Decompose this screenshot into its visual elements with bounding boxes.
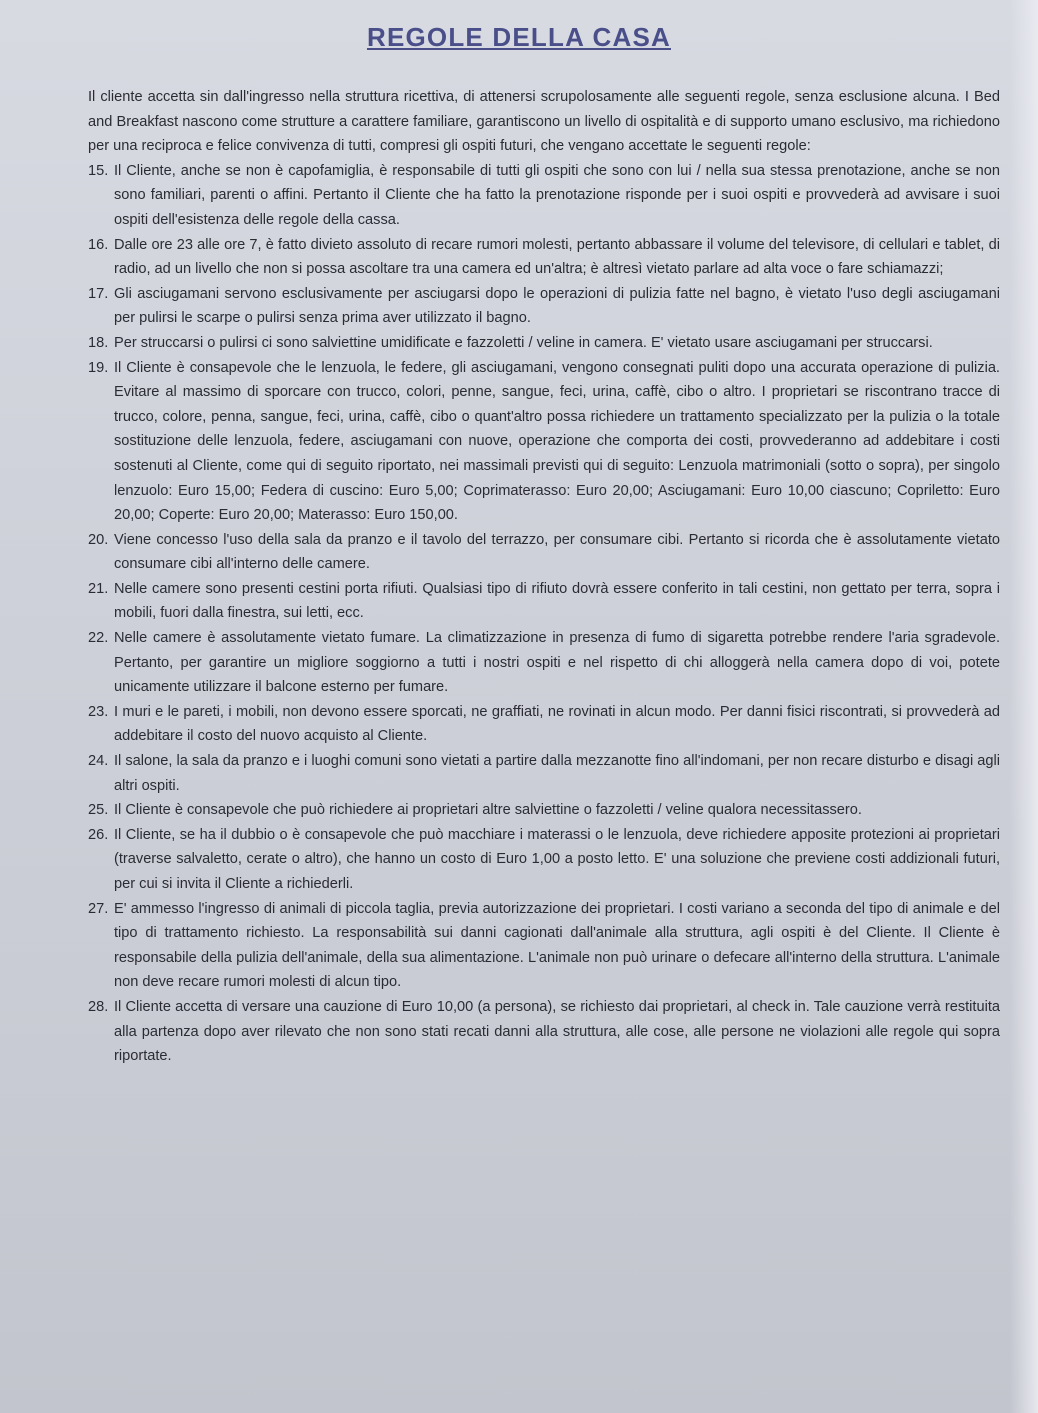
rules-list (88, 159, 1000, 1069)
rule-item (88, 995, 1000, 1069)
rule-number: 25. (88, 802, 109, 819)
rule-item (88, 577, 1000, 626)
rule-text: Il Cliente, anche se non è capofamiglia, è responsabile di tutti gli ospiti che sono con lui / nella sua stessa prenotazione, anche se non sono familiari, parenti o affini. Pertanto il Cliente che ha fatto la prenotazione risponde per i suoi ospiti e provvederà ad avvisare i suoi ospiti dell'esistenza delle regole della cassa. (114, 162, 1000, 228)
rule-text: I muri e le pareti, i mobili, non devono essere sporcati, ne graffiati, ne rovinati in alcun modo. Per danni fisici riscontrati, si provvederà ad addebitare il costo del nuovo acquisto al Cliente. (114, 703, 1000, 745)
rule-number: 26. (88, 826, 109, 843)
rule-text: Nelle camere è assolutamente vietato fumare. La climatizzazione in presenza di fumo di sigaretta potrebbe rendere l'aria sgradevole. Pertanto, per garantire un migliore soggiorno a tutti i nostri ospiti e nel rispetto di chi alloggerà nella camera dopo di voi, potete unicamente utilizzare il balcone esterno per fumare. (114, 630, 1000, 696)
rule-number: 22. (88, 630, 109, 647)
rule-text: Il Cliente è consapevole che le lenzuola, le federe, gli asciugamani, vengono consegnati puliti dopo una accurata operazione di pulizia. Evitare al massimo di sporcare con trucco, colori, penne, sangue, feci, urina, caffè, cibo o altro. I proprietari se riscontrano tracce di trucco, colore, penna, sangue, feci, urina, caffè, cibo o quant'altro possa richiedere un trattamento specializzato per la pulizia o la totale sostituzione delle lenzuola, federe, asciugamani con nuove, operazione che comporta dei costi, provvederanno ad addebitare i costi sostenuti al Cliente, come qui di seguito riportato, nei massimali previsti qui di seguito: Lenzuola matrimoniali (sotto o sopra), per singolo lenzuolo: Euro 15,00; Federa di cuscino: Euro 5,00; Coprimaterasso: Euro 20,00; Asciugamani: Euro 10,00 ciascuno; Copriletto: Euro 20,00; Coperte: Euro 20,00; Materasso: Euro 150,00. (114, 359, 1000, 524)
rule-item (88, 356, 1000, 528)
rule-number: 27. (88, 900, 109, 917)
rule-text: E' ammesso l'ingresso di animali di piccola taglia, previa autorizzazione dei proprietari. I costi variano a seconda del tipo di animale e del tipo di trattamento richiesto. La responsabilità sui danni cagionati dall'animale alla struttura, agli ospiti è del Cliente. Il Cliente è responsabile della pulizia dell'animale, della sua alimentazione. L'animale non può urinare o defecare all'interno della struttura. L'animale non deve recare rumori molesti di alcun tipo. (114, 900, 1000, 991)
document-title: REGOLE DELLA CASA (366, 22, 671, 52)
rule-text: Viene concesso l'uso della sala da pranzo e il tavolo del terrazzo, per consumare cibi. Pertanto si ricorda che è assolutamente vietato consumare cibi all'interno delle camere. (114, 531, 1000, 573)
rule-item (88, 700, 1000, 749)
rule-item (88, 749, 1000, 798)
rule-number: 23. (88, 703, 109, 720)
intro-paragraph: Il cliente accetta sin dall'ingresso nella struttura ricettiva, di attenersi scrupolosamente alle seguenti regole, senza esclusione alcuna. I Bed and Breakfast nascono come strutture a carattere familiare, garantiscono un livello di ospitalità e di supporto umano esclusivo, ma richiedono per una reciproca e felice convivenza di tutti, compresi gli ospiti futuri, che vengano accettate le seguenti regole: (88, 89, 1000, 155)
page-edge (1010, 0, 1038, 1413)
rule-number: 16. (88, 236, 109, 253)
rule-number: 21. (88, 580, 109, 597)
rule-text: Gli asciugamani servono esclusivamente per asciugarsi dopo le operazioni di pulizia fatte nel bagno, è vietato l'uso degli asciugamani per pulirsi le scarpe o pulirsi senza prima aver utilizzato il bagno. (114, 285, 1000, 327)
rule-item (88, 626, 1000, 700)
rule-number: 28. (88, 998, 109, 1015)
rule-number: 17. (88, 285, 109, 302)
rule-text: Dalle ore 23 alle ore 7, è fatto divieto assoluto di recare rumori molesti, pertanto abbassare il volume del televisore, di cellulari e tablet, di radio, ad un livello che non si possa ascoltare tra una camera ed un'altra; è altresì vietato parlare ad alta voce o fare schiamazzi; (114, 236, 1000, 278)
document-body (88, 85, 1000, 1069)
rule-text: Il Cliente accetta di versare una cauzione di Euro 10,00 (a persona), se richiesto dai proprietari, al check in. Tale cauzione verrà restituita alla partenza dopo aver rilevato che non sono stati recati danni alla struttura, alle cose, alle persone ne violazioni alle regole qui sopra riportate. (114, 998, 1000, 1065)
rule-item (88, 798, 1000, 823)
rule-number: 19. (88, 359, 109, 376)
rule-item (88, 823, 1000, 897)
rule-text: Il salone, la sala da pranzo e i luoghi comuni sono vietati a partire dalla mezzanotte fino all'indomani, per non recare disturbo e disagi agli altri ospiti. (114, 753, 1000, 794)
rule-item (88, 528, 1000, 577)
rule-item (88, 233, 1000, 282)
rule-text: Per struccarsi o pulirsi ci sono salviettine umidificate e fazzoletti / veline in camera. E' vietato usare asciugamani per struccarsi. (114, 334, 933, 351)
rule-item (88, 897, 1000, 995)
rule-number: 18. (88, 334, 109, 351)
rule-text: Il Cliente è consapevole che può richiedere ai proprietari altre salviettine o fazzoletti / veline qualora necessitassero. (114, 802, 862, 819)
rule-item (88, 282, 1000, 331)
rule-item (88, 159, 1000, 233)
rule-text: Nelle camere sono presenti cestini porta rifiuti. Qualsiasi tipo di rifiuto dovrà essere conferito in tali cestini, non gettato per terra, sopra i mobili, fuori dalla finestra, sui letti, ecc. (114, 580, 1000, 622)
rule-number: 24. (88, 753, 109, 770)
rule-number: 20. (88, 531, 109, 548)
rule-item (88, 331, 1000, 356)
rule-number: 15. (88, 162, 109, 179)
rule-text: Il Cliente, se ha il dubbio o è consapevole che può macchiare i materassi o le lenzuola, deve richiedere apposite protezioni ai proprietari (traverse salvaletto, cerate o altro), che hanno un costo di Euro 1,00 a posto letto. E' una soluzione che previene costi addizionali futuri, per cui si invita il Cliente a richiederli. (114, 826, 1000, 892)
